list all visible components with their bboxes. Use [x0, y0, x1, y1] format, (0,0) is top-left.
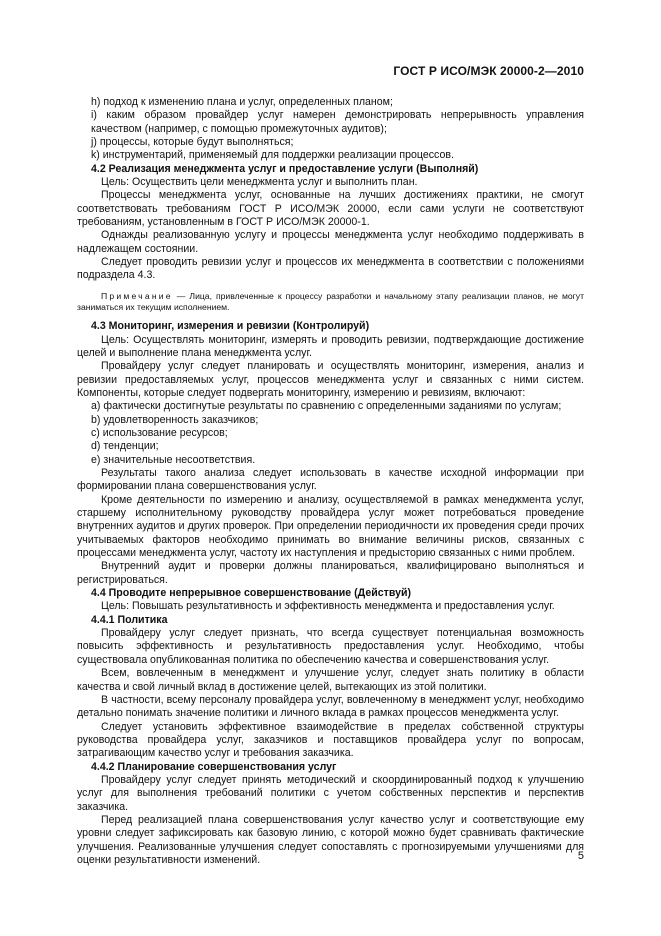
paragraph: Следует установить эффективное взаимодействие в пределах собственной структуры руководства провайдера услуг, заказчиков и поставщиков провайдера услуг по вопросам, затрагивающим качество услуг и требования заказчика.	[77, 720, 584, 760]
paragraph: Перед реализацией плана совершенствования услуг качество услуг и соответствующие ему уровни следует зафиксировать как базовую линию, с которой можно будет сравнивать фактические улучшения. Реализованные улучшения следует сопоставлять с прогнозируемыми улучшениями для оценки результативности изменений.	[77, 813, 584, 866]
list-item-h: h) подход к изменению плана и услуг, определенных планом;	[91, 96, 393, 108]
paragraph: Однажды реализованную услугу и процессы менеджмента услуг необходимо поддерживать в надлежащем состоянии.	[77, 229, 584, 255]
paragraph: Провайдеру услуг следует признать, что всегда существует потенциальная возможность повысить эффективность и результативность предоставления услуг. Необходимо, чтобы существовала опубликованная политика по обеспечению качества и совершенствования услуг.	[77, 627, 584, 666]
paragraph: Провайдеру услуг следует планировать и осуществлять мониторинг, измерения, анализ и ревизии предоставляемых услуг, процессов менеджмента услуг и связанных с ними систем. Компоненты, которые следует подвергать мониторингу, измерению и ревизиям, включают:	[77, 360, 584, 399]
list-item-e: e) значительные несоответствия.	[91, 453, 256, 466]
paragraph: Всем, вовлеченным в менеджмент и улучшение услуг, следует знать политику в области качества и свой личный вклад в достижение целей, вытекающих из этой политики.	[77, 667, 584, 693]
note-text: — Лица, привлеченные к процессу разработки и начальному этапу реализации планов, не могут заниматься их текущим исполнением.	[77, 290, 585, 313]
paragraph: Цель: Осуществлять мониторинг, измерять и проводить ревизии, подтверждающие достижение целей и выполнение плана менеджмента услуг.	[77, 333, 584, 359]
list-item-c: c) использование ресурсов;	[91, 426, 228, 439]
list-item-a: a) фактически достигнутые результаты по сравнению с определенными заданиями по услугам;	[91, 400, 562, 413]
paragraph: В частности, всему персоналу провайдера услуг, вовлеченному в менеджмент услуг, необходимо детально понимать значение политики и личного вклада в рамках процессов менеджмента услуг.	[77, 693, 584, 720]
section-heading-4-3: 4.3 Мониторинг, измерения и ревизии (Контролируй)	[91, 320, 370, 333]
note	[77, 291, 584, 313]
paragraph: Цель: Повышать результативность и эффективность менеджмента и предоставления услуг.	[101, 600, 555, 613]
list-item-j: j) процессы, которые будут выполняться;	[91, 136, 294, 149]
list-item-d: d) тенденции;	[91, 440, 159, 453]
paragraph: Цель: Осуществить цели менеджмента услуг и выполнить план.	[101, 176, 418, 189]
paragraph: Следует проводить ревизии услуг и процессов их менеджмента в соответствии с положениями подраздела 4.3.	[77, 256, 584, 282]
paragraph: Провайдеру услуг следует принять методический и скоординированный подход к улучшению услуг для выполнения требований политики с учетом собственных перспектив и перспектив заказчика.	[77, 773, 584, 813]
document-code: ГОСТ Р ИСО/МЭК 20000-2—2010	[393, 64, 584, 78]
note-label: Примечание	[101, 290, 173, 301]
list-item-k: k) инструментарий, применяемый для поддержки реализации процессов.	[91, 149, 454, 162]
section-heading-4-4-1: 4.4.1 Политика	[91, 613, 168, 626]
section-heading-4-4: 4.4 Проводите непрерывное совершенствование (Действуй)	[91, 587, 412, 600]
paragraph: Кроме деятельности по измерению и анализу, осуществляемой в рамках менеджмента услуг, старшему исполнительному руководству провайдера услуг может потребоваться проведение внутренних аудитов и других проверок. При определении периодичности их проведения среди прочих учитываемых факторов необходимо принимать во внимание величины рисков, связанных с процессами менеджмента услуг, частоту их наступления и предысторию связанных с ними проблем.	[77, 493, 584, 560]
page-number: 5	[577, 850, 584, 862]
paragraph: Процессы менеджмента услуг, основанные на лучших достижениях практики, не смогут соответствовать требованиям ГОСТ Р ИСО/МЭК 20000, если сами услуги не соответствуют требованиям, установленным в ГОСТ Р ИСО/МЭК 20000-1.	[77, 189, 584, 229]
paragraph: Внутренний аудит и проверки должны планироваться, квалифицировано выполняться и регистрироваться.	[77, 560, 584, 586]
list-item-b: b) удовлетворенность заказчиков;	[91, 413, 259, 426]
section-heading-4-4-2: 4.4.2 Планирование совершенствования услуг	[91, 760, 337, 773]
document-body	[77, 96, 584, 867]
paragraph: Результаты такого анализа следует использовать в качестве исходной информации при формировании плана совершенствования услуг.	[77, 467, 584, 493]
list-item-i: i) каким образом провайдер услуг намерен демонстрировать непрерывность управления качеством (например, с помощью промежуточных аудитов);	[91, 109, 584, 135]
section-heading-4-2: 4.2 Реализация менеджмента услуг и предоставление услуги (Выполняй)	[91, 162, 479, 175]
